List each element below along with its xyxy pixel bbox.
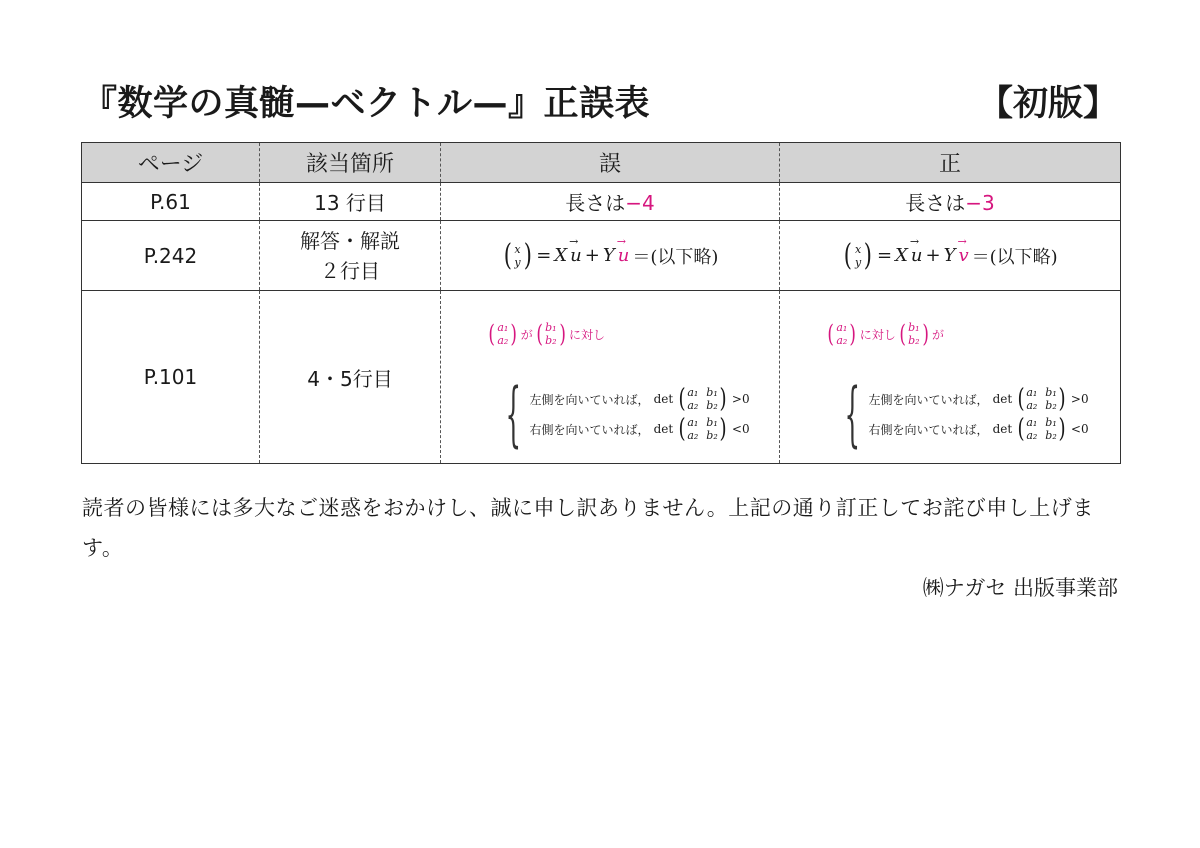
table-header-row [82,143,1121,183]
wrong-cell [441,183,780,221]
errata-table [81,142,1121,464]
right-prefix: 長さは [905,191,966,215]
header-wrong: 誤 [441,143,780,183]
table-row [82,183,1121,221]
case-line: 右側を向いていれば， det ( a₁ b₁ a₂ b₂ ) <0 [868,414,1089,444]
page-cell: P.61 [82,183,260,221]
apology-text: 読者の皆様には多大なご迷惑をおかけし、誠に申し訳ありません。上記の通り訂正してお詫び申し上げます。 [82,496,1094,560]
vector-a: ( a₁ a₂ ) [827,320,857,348]
location-line: 解答・解説 [300,228,400,253]
edition-label: 【初版】 [977,84,1118,124]
header-right: 正 [780,143,1121,183]
right-cell [780,221,1121,291]
table-row [82,221,1121,291]
vector-b: ( b₁ b₂ ) [536,320,566,348]
wrong-cell [441,291,780,464]
right-cell [780,291,1121,464]
wrong-equation: ( x y ) = X → u + Y → u ＝(以下略) [502,241,719,271]
wrong-cell [441,221,780,291]
publisher-name: ㈱ナガセ 出版事業部 [922,576,1118,600]
page-cell: P.242 [82,221,260,291]
location-cell: 13 行目 [260,183,441,221]
page-cell: P.101 [82,291,260,464]
header-location: 該当箇所 [260,143,441,183]
document-title: 『数学の真髄—ベクトル—』正誤表 [82,84,651,124]
case-line: 右側を向いていれば， det ( a₁ b₁ a₂ b₂ ) <0 [529,414,750,444]
wrong-condition: ( a₁ a₂ ) が ( b₁ b₂ ) に対し [488,320,605,348]
right-equation: ( x y ) = X → u + Y → v ＝(以下略) [842,241,1057,271]
right-condition: ( a₁ a₂ ) に対し ( b₁ b₂ ) が [827,320,944,348]
vector-a: ( a₁ a₂ ) [488,320,518,348]
header-page: ページ [82,143,260,183]
column-vector: ( x y ) [844,237,873,273]
location-cell: 4・5行目 [260,291,441,464]
cases-block: { 左側を向いていれば， det ( a₁ b₁ a₂ b₂ ) >0 右側を向いていれば， det ( a₁ b₁ a₂ b₂ ) <0 [844,373,1089,455]
wrong-prefix: 長さは [565,191,626,215]
wrong-vector: → u [618,245,630,266]
table-row [82,291,1121,464]
case-line: 左側を向いていれば， det ( a₁ b₁ a₂ b₂ ) >0 [868,384,1089,414]
case-line: 左側を向いていれば， det ( a₁ b₁ a₂ b₂ ) >0 [529,384,750,414]
location-line: ２行目 [320,258,380,283]
column-vector: ( x y ) [503,237,532,273]
right-cell [780,183,1121,221]
location-cell [260,221,441,291]
right-vector: → v [958,245,968,266]
wrong-value: −4 [625,191,655,215]
cases-block: { 左側を向いていれば， det ( a₁ b₁ a₂ b₂ ) >0 右側を向いていれば， det ( a₁ b₁ a₂ b₂ ) <0 [505,373,750,455]
right-value: −3 [965,191,995,215]
vector-b: ( b₁ b₂ ) [899,320,929,348]
